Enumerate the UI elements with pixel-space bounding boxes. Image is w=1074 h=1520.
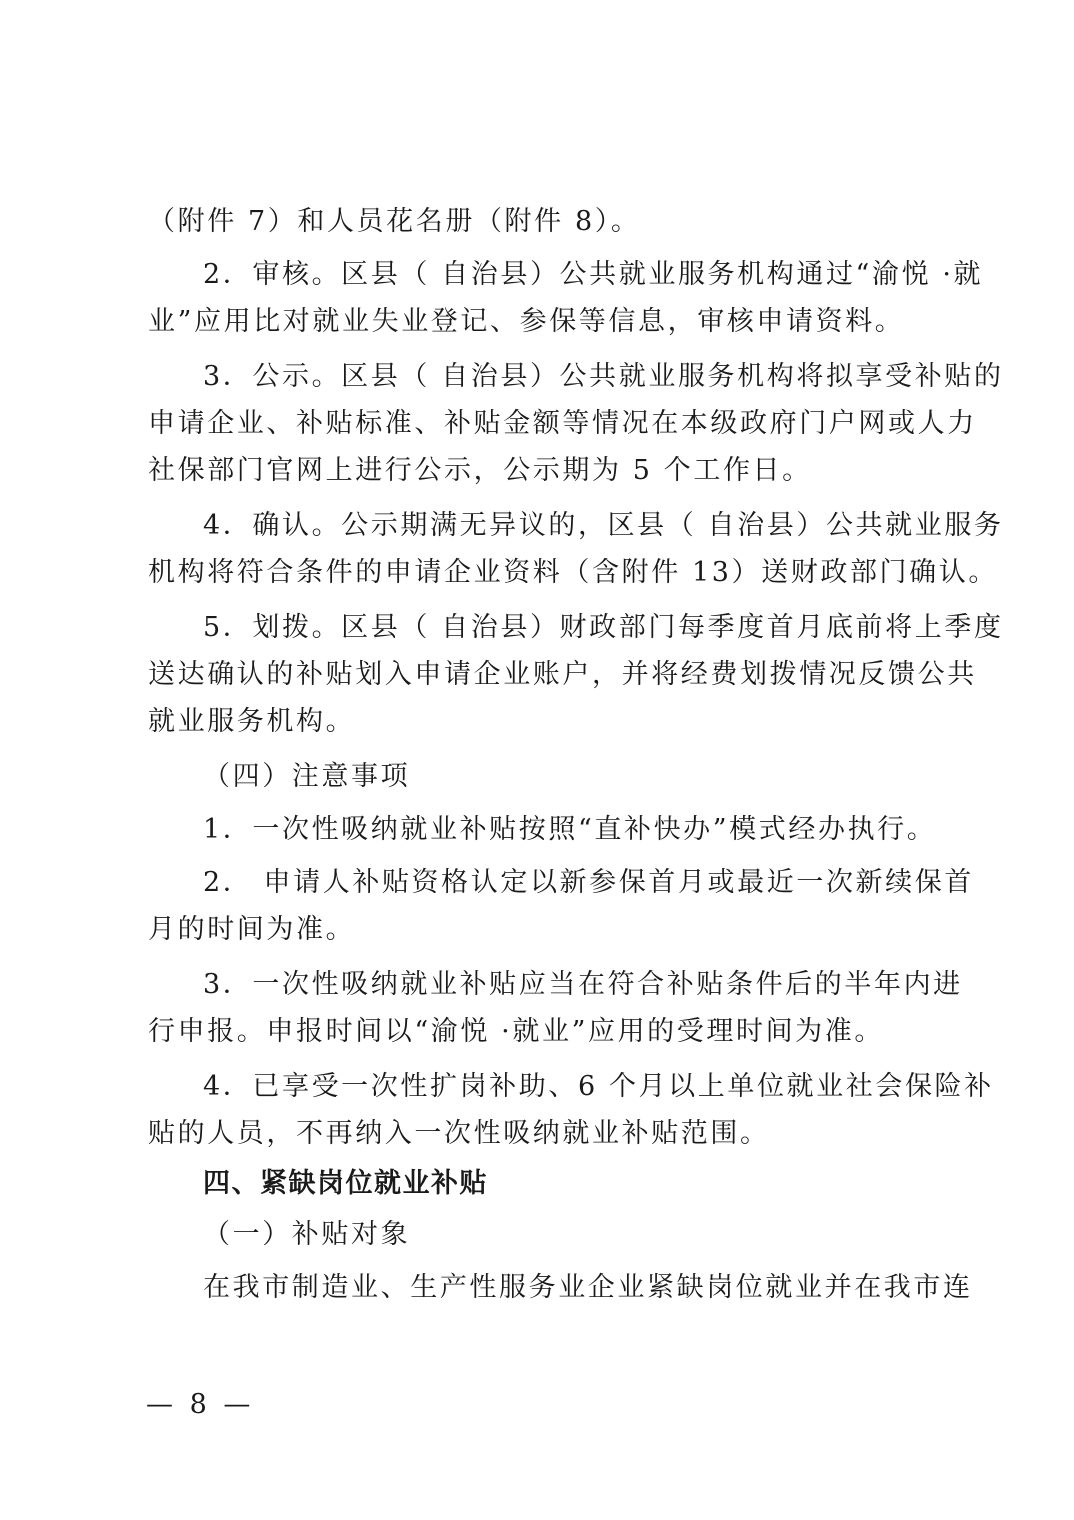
paragraph-line: 5．划拨。区县（ 自治县）财政部门每季度首月底前将上季度 [203,612,1004,643]
paragraph-line: 贴的人员，不再纳入一次性吸纳就业补贴范围。 [148,1118,770,1149]
section-heading: 四、紧缺岗位就业补贴 [203,1168,488,1199]
section-subheading: （一）补贴对象 [203,1219,411,1250]
section-subheading: （四）注意事项 [203,761,411,792]
paragraph-line: 在我市制造业、生产性服务业企业紧缺岗位就业并在我市连 [203,1272,973,1303]
paragraph-line: 3．公示。区县（ 自治县）公共就业服务机构将拟享受补贴的 [203,361,1004,392]
paragraph-line: 2．审核。区县（ 自治县）公共就业服务机构通过“渝悦 ·就 [203,259,984,290]
paragraph-line: 送达确认的补贴划入申请企业账户，并将经费划拨情况反馈公共 [148,659,977,690]
paragraph-line: 1．一次性吸纳就业补贴按照“直补快办”模式经办执行。 [203,814,937,845]
paragraph-line: 申请企业、补贴标准、补贴金额等情况在本级政府门户网或人力 [148,408,977,439]
paragraph-line: 行申报。申报时间以“渝悦 ·就业”应用的受理时间为准。 [148,1016,884,1047]
paragraph-line: 2． 申请人补贴资格认定以新参保首月或最近一次新续保首 [203,867,974,898]
paragraph-line: 就业服务机构。 [148,706,356,737]
paragraph-line: 3．一次性吸纳就业补贴应当在符合补贴条件后的半年内进 [203,969,963,1000]
paragraph-line: 业”应用比对就业失业登记、参保等信息，审核申请资料。 [148,306,905,337]
paragraph-line: 社保部门官网上进行公示，公示期为 5 个工作日。 [148,455,812,486]
paragraph-line: 月的时间为准。 [148,914,356,945]
page-number: — 8 — [146,1389,255,1420]
paragraph-line: （附件 7）和人员花名册（附件 8）。 [148,206,641,237]
paragraph-line: 4．已享受一次性扩岗补助、6 个月以上单位就业社会保险补 [203,1071,994,1102]
paragraph-line: 机构将符合条件的申请企业资料（含附件 13）送财政部门确认。 [148,557,998,588]
paragraph-line: 4．确认。公示期满无异议的，区县（ 自治县）公共就业服务 [203,510,1004,541]
